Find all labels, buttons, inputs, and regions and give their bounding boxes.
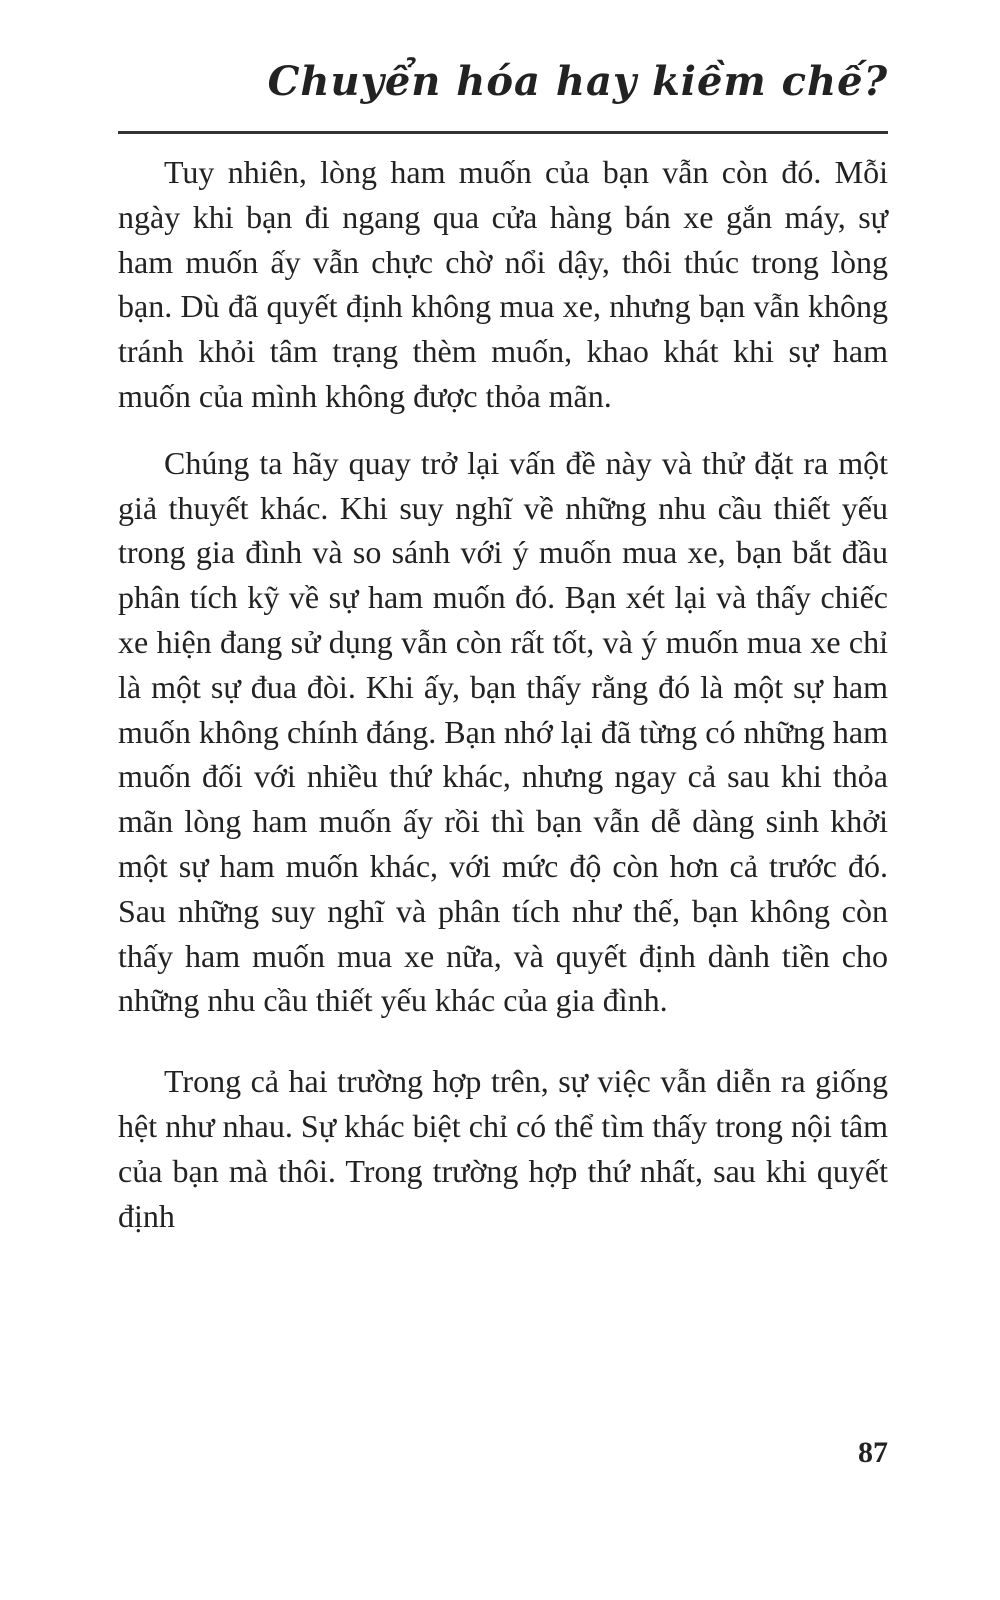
paragraph: Tuy nhiên, lòng ham muốn của bạn vẫn còn đó. Mỗi ngày khi bạn đi ngang qua cửa hàng bán xe gắn máy, sự ham muốn ấy vẫn chực chờ nổi dậy, thôi thúc trong lòng bạn. Dù đã quyết định không mua xe, nhưng bạn vẫn không tránh khỏi tâm trạng thèm muốn, khao khát khi sự ham muốn của mình không được thỏa mãn. [118, 154, 888, 414]
running-header-title: Chuyển hóa hay kiềm chế? [267, 58, 888, 105]
header-divider [118, 131, 888, 134]
paragraph: Chúng ta hãy quay trở lại vấn đề này và thử đặt ra một giả thuyết khác. Khi suy nghĩ về những nhu cầu thiết yếu trong gia đình và so sánh với ý muốn mua xe, bạn bắt đầu phân tích kỹ về sự ham muốn đó. Bạn xét lại và thấy chiếc xe hiện đang sử dụng vẫn còn rất tốt, và ý muốn mua xe chỉ là một sự đua đòi. Khi ấy, bạn thấy rằng đó là một sự ham muốn không chính đáng. Bạn nhớ lại đã từng có những ham muốn đối với nhiều thứ khác, nhưng ngay cả sau khi thỏa mãn lòng ham muốn ấy rồi thì bạn vẫn dễ dàng sinh khởi một sự ham muốn khác, với mức độ còn hơn cả trước đó. Sau những suy nghĩ và phân tích như thế, bạn không còn thấy ham muốn mua xe nữa, và quyết định dành tiền cho những nhu cầu thiết yếu khác của gia đình. [118, 444, 888, 1019]
body-text [118, 150, 888, 1238]
paragraph: Trong cả hai trường hợp trên, sự việc vẫn diễn ra giống hệt như nhau. Sự khác biệt chỉ có thể tìm thấy trong nội tâm của bạn mà thôi. Trong trường hợp thứ nhất, sau khi quyết định [118, 1063, 888, 1234]
page-number: 87 [858, 1436, 888, 1469]
